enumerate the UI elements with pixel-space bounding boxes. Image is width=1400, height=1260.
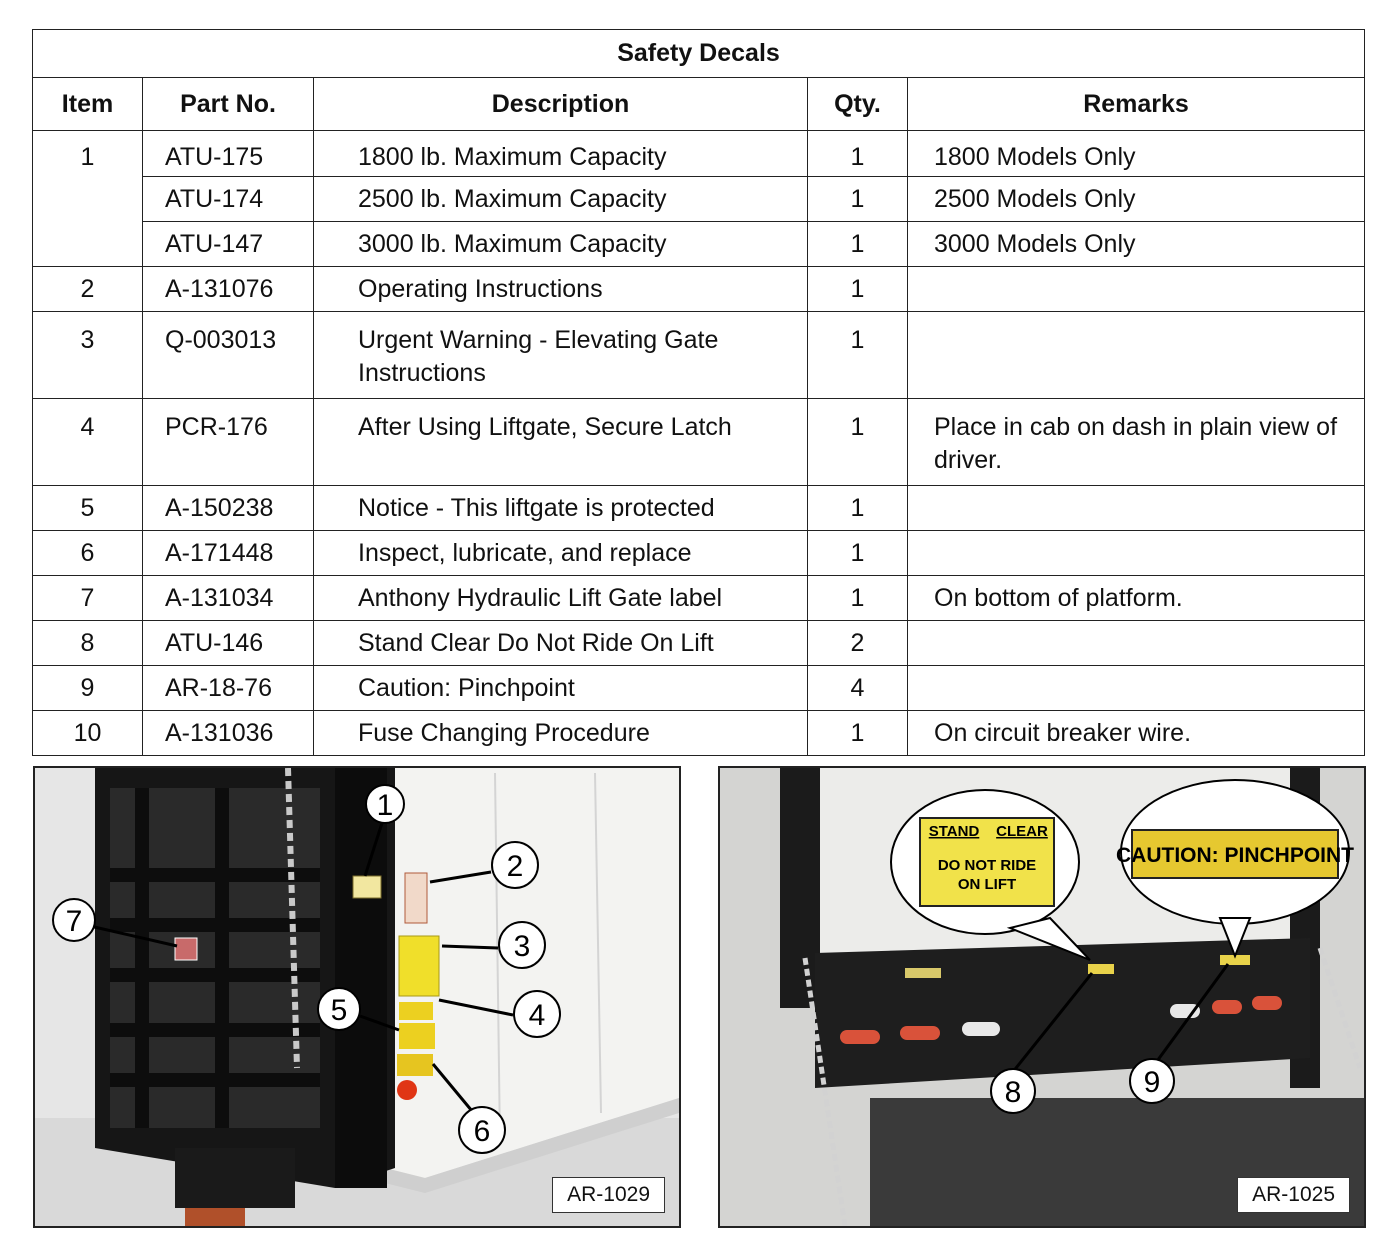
cell-qty: 1 — [808, 222, 908, 267]
table-title: Safety Decals — [33, 30, 1365, 78]
table-row — [33, 576, 1365, 621]
callout-2: 2 — [506, 850, 524, 883]
cell-description: Caution: Pinchpoint — [314, 666, 808, 711]
figure-label-left: AR-1029 — [552, 1177, 665, 1213]
cell-item: 7 — [33, 576, 143, 621]
cell-remarks: 3000 Models Only — [908, 222, 1365, 267]
cell-remarks — [908, 267, 1365, 312]
decal-clear-text: CLEAR — [996, 823, 1048, 840]
cell-item: 8 — [33, 621, 143, 666]
cell-item: 1 — [33, 131, 143, 267]
cell-item: 4 — [33, 399, 143, 486]
cell-description: Fuse Changing Procedure — [314, 711, 808, 756]
liftgate-side-illustration — [35, 768, 679, 1226]
cell-remarks — [908, 531, 1365, 576]
header-description: Description — [314, 78, 808, 131]
cell-item: 2 — [33, 267, 143, 312]
cell-qty: 1 — [808, 131, 908, 177]
table-row — [33, 666, 1365, 711]
cell-part-no: A-131034 — [143, 576, 314, 621]
cell-description: After Using Liftgate, Secure Latch — [314, 399, 808, 486]
cell-part-no: A-131036 — [143, 711, 314, 756]
cell-qty: 2 — [808, 621, 908, 666]
cell-part-no: ATU-146 — [143, 621, 314, 666]
decal-do-not-ride-text: DO NOT RIDE — [937, 857, 1037, 874]
cell-description: 3000 lb. Maximum Capacity — [314, 222, 808, 267]
header-item: Item — [33, 78, 143, 131]
cell-remarks — [908, 621, 1365, 666]
table-row — [33, 711, 1365, 756]
cell-description: Urgent Warning - Elevating Gate Instructions — [314, 312, 808, 399]
figure-label-right: AR-1025 — [1237, 1177, 1350, 1213]
cell-qty: 4 — [808, 666, 908, 711]
callout-9: 9 — [1143, 1066, 1161, 1099]
cell-part-no: A-171448 — [143, 531, 314, 576]
table-row — [33, 222, 1365, 267]
header-qty: Qty. — [808, 78, 908, 131]
cell-remarks: On circuit breaker wire. — [908, 711, 1365, 756]
table-row — [33, 399, 1365, 486]
cell-qty: 1 — [808, 576, 908, 621]
table-row — [33, 267, 1365, 312]
cell-description: Notice - This liftgate is protected — [314, 486, 808, 531]
callout-3: 3 — [513, 930, 531, 963]
callout-5: 5 — [330, 994, 348, 1027]
cell-item: 9 — [33, 666, 143, 711]
header-remarks: Remarks — [908, 78, 1365, 131]
decal-on-lift-text: ON LIFT — [957, 876, 1017, 893]
table-row — [33, 486, 1365, 531]
cell-item: 3 — [33, 312, 143, 399]
cell-item: 10 — [33, 711, 143, 756]
header-row — [33, 78, 1365, 131]
cell-qty: 1 — [808, 486, 908, 531]
cell-remarks: On bottom of platform. — [908, 576, 1365, 621]
cell-part-no: ATU-175 — [143, 131, 314, 177]
cell-part-no: Q-003013 — [143, 312, 314, 399]
cell-remarks — [908, 486, 1365, 531]
cell-remarks: 1800 Models Only — [908, 131, 1365, 177]
callout-8: 8 — [1004, 1076, 1022, 1109]
cell-part-no: A-131076 — [143, 267, 314, 312]
callout-1: 1 — [376, 789, 394, 822]
cell-remarks — [908, 666, 1365, 711]
table-row — [33, 531, 1365, 576]
cell-qty: 1 — [808, 399, 908, 486]
cell-remarks — [908, 312, 1365, 399]
cell-remarks: Place in cab on dash in plain view of driver. — [908, 399, 1365, 486]
cell-qty: 1 — [808, 177, 908, 222]
table-row — [33, 621, 1365, 666]
liftgate-rear-photo — [718, 766, 1366, 1228]
table-row — [33, 131, 1365, 177]
liftgate-side-photo — [33, 766, 681, 1228]
cell-description: Anthony Hydraulic Lift Gate label — [314, 576, 808, 621]
callout-6: 6 — [473, 1115, 491, 1148]
cell-description: 1800 lb. Maximum Capacity — [314, 131, 808, 177]
liftgate-rear-illustration — [720, 768, 1364, 1226]
cell-remarks: 2500 Models Only — [908, 177, 1365, 222]
cell-part-no: ATU-147 — [143, 222, 314, 267]
table-row — [33, 177, 1365, 222]
cell-description: Operating Instructions — [314, 267, 808, 312]
cell-part-no: PCR-176 — [143, 399, 314, 486]
header-part-no: Part No. — [143, 78, 314, 131]
safety-decals-table — [32, 29, 1365, 756]
cell-description: Inspect, lubricate, and replace — [314, 531, 808, 576]
callout-7: 7 — [65, 905, 83, 938]
cell-part-no: ATU-174 — [143, 177, 314, 222]
decal-caution-text: CAUTION: PINCHPOINT — [1116, 844, 1354, 867]
cell-item: 5 — [33, 486, 143, 531]
cell-qty: 1 — [808, 531, 908, 576]
callout-4: 4 — [528, 999, 546, 1032]
cell-qty: 1 — [808, 711, 908, 756]
cell-qty: 1 — [808, 267, 908, 312]
cell-description: Stand Clear Do Not Ride On Lift — [314, 621, 808, 666]
cell-item: 6 — [33, 531, 143, 576]
cell-qty: 1 — [808, 312, 908, 399]
table-row — [33, 312, 1365, 399]
cell-description: 2500 lb. Maximum Capacity — [314, 177, 808, 222]
cell-part-no: AR-18-76 — [143, 666, 314, 711]
decal-stand-text: STAND — [928, 823, 980, 840]
cell-part-no: A-150238 — [143, 486, 314, 531]
